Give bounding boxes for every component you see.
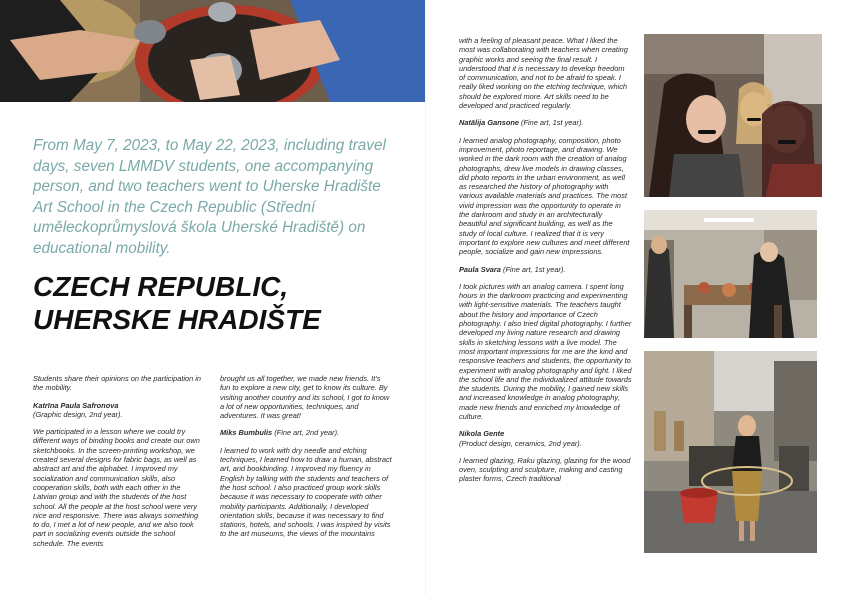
student-credit [220, 428, 392, 437]
courtyard-photo [644, 351, 817, 553]
ceramics-workshop-photo [644, 210, 817, 338]
testimony-continuation: with a feeling of pleasant peace. What I liked the most was collaborating with teachers when creating graphic works and seeing the final result. I understood that it is necessary to develop freedom of communication, and not to be afraid to speak. I really liked working on the etching technique, which should be explored more. Art skills need to be developed and practiced regularly. [459, 36, 628, 111]
student-testimony: I learned to work with dry needle and etching techniques, I learned how to draw a human, abstract art, and bookbinding. I improved my fluency in English by talking with the students and teachers of the host school. I also practiced group work skills because it was necessary to cooperate with other mobility participants. Additionally, I developed orientation skills, because it was necessary to find stations, hotels, and schools. I was inspired by visits to the art museums, the views of the mountains [220, 445, 392, 539]
student-testimony: We participated in a lesson where we could try different ways of binding books and create our own sketchbooks. In the screen-printing workshop, we created several designs for fabric bags, as well as abstract art and the alphabet. I improved my socialization and communication skills, also cooperation skills, both with each other in the Latvian group and with the students of the host school. All the people at the host school were very nice and responsive. There was always something to do, I met a lot of new people, and we also took part in socializing events outside the school schedule. The events [33, 427, 200, 548]
student-testimony: I took pictures with an analog camera. I spent long hours in the darkroom practicing and experimenting with light-sensitive materials. The teachers taught about the history and importance of Czech photography. I also tried digital photography. I further developed my living nature research and drawing skills in sketching lessons with a live model. The most important impressions for me are the kind and responsive teachers and students, the opportunity to experiment with analog photography and light. I liked the school life and the individualized attitude towards the students. During the mobility, I gained new skills and increased knowledge in analog photography, made new friends and enriched my knowledge of culture. [459, 281, 632, 421]
student-name: Miks Bumbulis [220, 428, 273, 438]
testimony-continuation: brought us all together, we made new friends. It's fun to explore a new city, get to know its culture. By visiting another country and its school, I got to know a lot of new opportunities, techniques, and adventures. It was great! [220, 374, 390, 421]
student-credit [459, 429, 632, 448]
text-column-1 [33, 374, 205, 556]
student-name: Natālija Gansone [459, 118, 519, 128]
student-credit [459, 118, 632, 127]
student-testimony: I learned analog photography, composition, photo improvement, photo reportage, and drawing. We worked in the dark room with the creation of analog photographs, drew live models in drawing classes, did photo reports in the urban environment, as well as researched the history of photography with various available materials and practices. The most vivid impression was the opportunity to operate in the darkroom and study in an architecturally beautiful and significant building, as well as the study of local culture. I realized that it is very important to explore new cultures and meet different people, socialize and gain new impressions. [459, 135, 630, 257]
student-role: (Graphic design, 2nd year). [33, 409, 123, 419]
text-column-2 [220, 374, 392, 547]
intro-paragraph: From May 7, 2023, to May 22, 2023, including travel days, seven LMMDV students, one accompanying person, and two teachers went to Uherske Hradište Art School in the Czech Republic (Střední uměleckoprůmyslová škola Uherské Hradiště) on educational mobility. [33, 137, 386, 257]
student-role: (Product design, ceramics, 2nd year). [459, 438, 582, 448]
student-credit [459, 265, 632, 274]
text-column-3 [459, 36, 632, 492]
student-name: Katrīna Paula Safronova [33, 400, 119, 410]
student-name: Paula Svara [459, 264, 501, 274]
raku-glazing-photo [0, 0, 425, 102]
title-line-2: UHERSKE HRADIŠTE [33, 304, 321, 335]
student-credit [33, 401, 205, 420]
student-name: Nikola Gente [459, 429, 505, 439]
lead-paragraph: Students share their opinions on the participation in the mobility. [33, 374, 202, 393]
page-gutter [425, 0, 426, 595]
students-moustache-photo [644, 34, 822, 197]
page-title [33, 270, 413, 336]
student-testimony: I learned glazing, Raku glazing, glazing for the wood oven, sculpting and sculpture, making and casting plaster forms, Czech traditional [459, 455, 631, 484]
student-role: (Fine art, 1st year). [502, 264, 566, 274]
title-line-1: CZECH REPUBLIC, [33, 271, 289, 302]
student-role: (Fine art, 2nd year). [274, 428, 340, 438]
student-role: (Fine art, 1st year). [521, 118, 584, 128]
